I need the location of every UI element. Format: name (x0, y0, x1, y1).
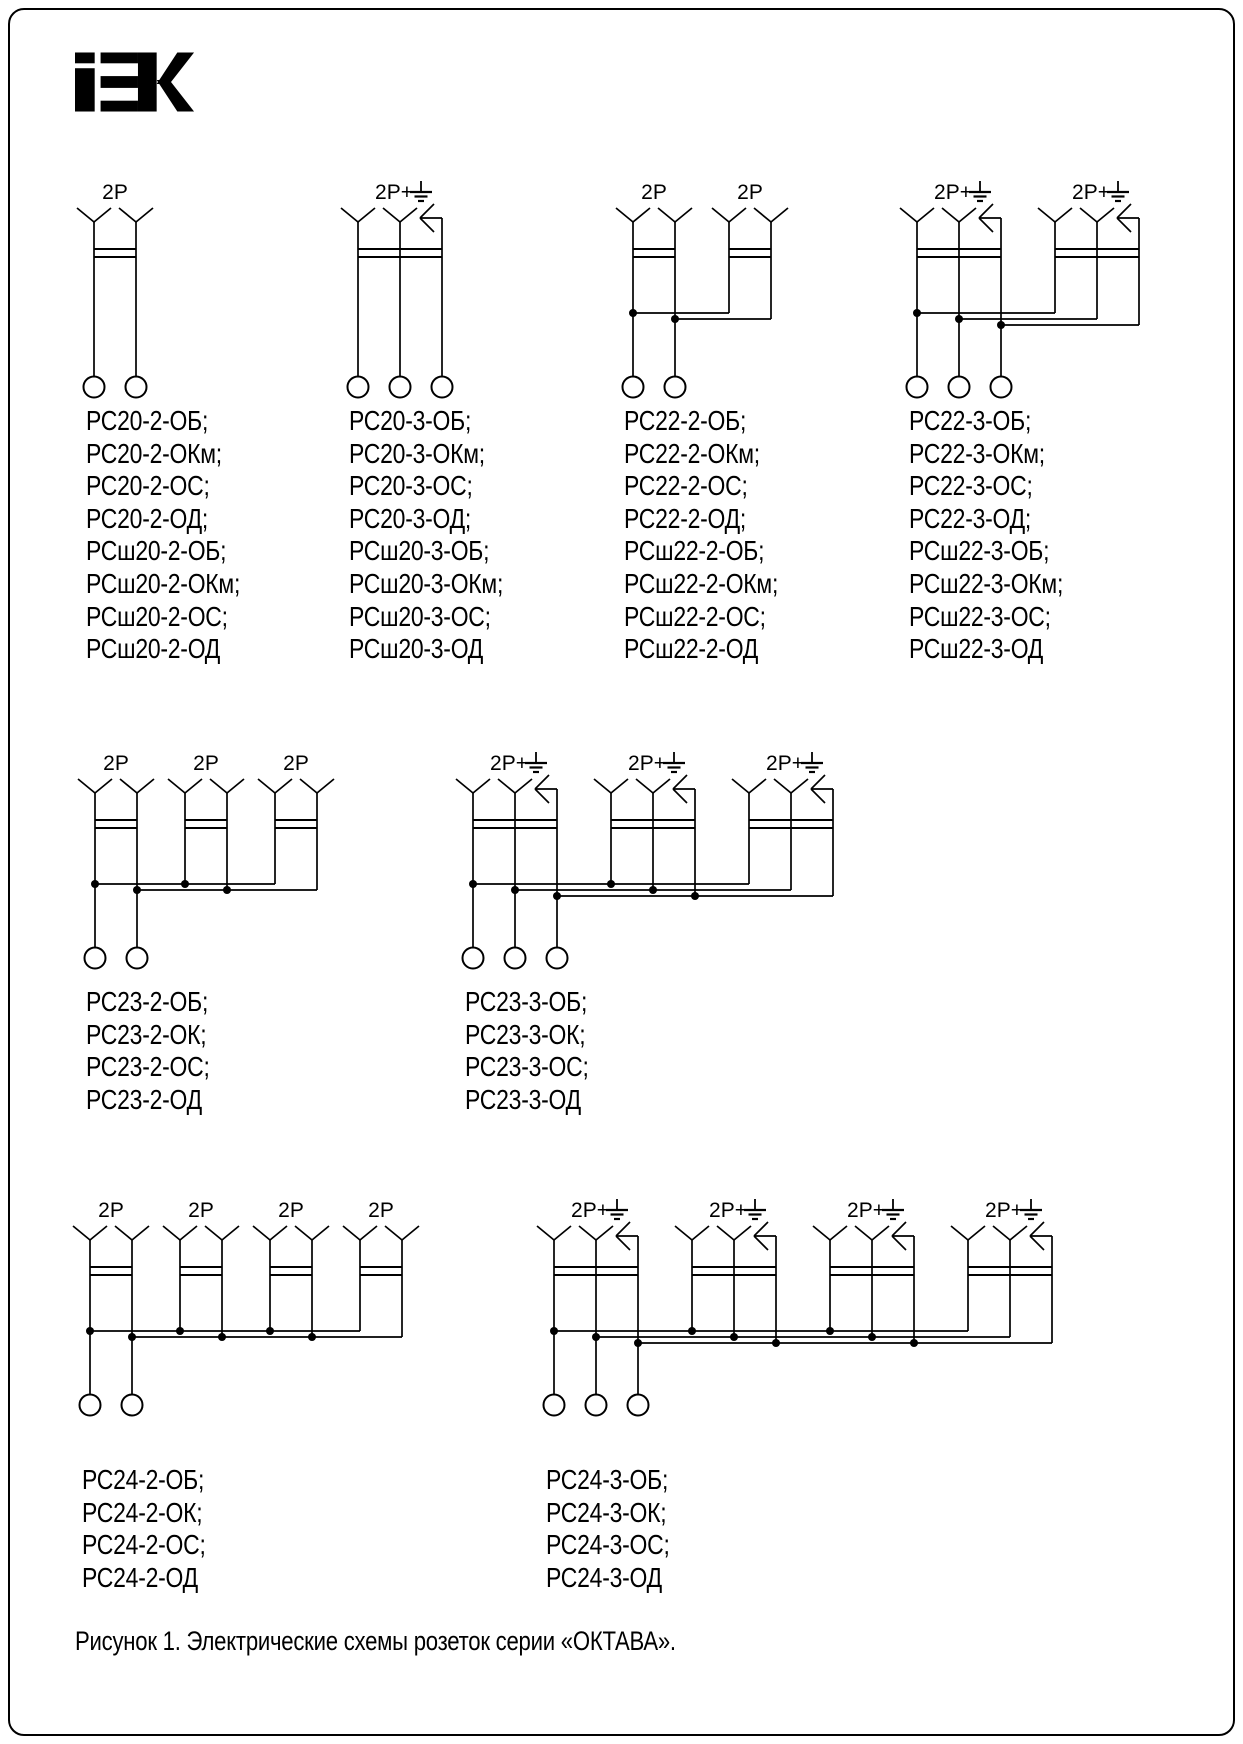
model-code: РСш22-3-ОБ; (909, 535, 1050, 567)
model-code: РСш22-3-ОС; (909, 600, 1051, 632)
model-code: РС24-3-ОС; (546, 1529, 670, 1561)
terminal (628, 1395, 649, 1416)
model-code: РСш22-3-ОКм; (909, 567, 1064, 599)
pole-label: 2P+ (490, 752, 528, 775)
model-code: РСш22-2-ОД (624, 633, 759, 665)
model-code: РС22-3-ОБ; (909, 405, 1032, 436)
model-code: РС22-3-ОС; (909, 470, 1033, 502)
pole-label: 2P (188, 1199, 214, 1222)
model-code: РС20-3-ОБ; (349, 405, 472, 436)
model-code: РС20-2-ОД; (86, 502, 209, 534)
model-code: РСш20-3-ОС; (349, 600, 491, 632)
terminal (991, 377, 1012, 398)
model-code: РС24-2-ОК; (82, 1496, 203, 1528)
schematic-3x2p (65, 750, 353, 976)
schematic-2x2p (603, 179, 807, 405)
model-list-rs22-3 (909, 405, 1063, 666)
model-code: РСш20-3-ОД (349, 633, 484, 665)
model-code: РСш20-3-ОБ; (349, 535, 490, 567)
model-code: РСш22-3-ОД (909, 633, 1044, 665)
terminal (126, 377, 147, 398)
terminal (432, 377, 453, 398)
model-code: РС22-3-ОКм; (909, 437, 1045, 469)
model-list-rs24-3 (546, 1464, 670, 1594)
pole-label: 2P (368, 1199, 394, 1222)
model-list-rs20-3 (349, 405, 503, 666)
pole-label: 2P+ (571, 1199, 609, 1222)
terminal (390, 377, 411, 398)
pole-label: 2P (278, 1199, 304, 1222)
model-code: РСш20-2-ОБ; (86, 535, 227, 567)
pole-label: 2P+ (934, 181, 972, 204)
pole-label: 2P+ (766, 752, 804, 775)
model-code: РС23-3-ОБ; (465, 986, 588, 1017)
model-code: РС20-3-ОКм; (349, 437, 485, 469)
model-code: РСш20-2-ОКм; (86, 567, 241, 599)
figure-caption (75, 1626, 808, 1657)
terminal (623, 377, 644, 398)
model-code: РС24-2-ОБ; (82, 1464, 205, 1495)
model-list-rs23-2 (86, 986, 210, 1116)
schematic-4x2p-earth (524, 1197, 1088, 1423)
schematic-1x2p (64, 179, 172, 405)
model-code: РС22-2-ОС; (624, 470, 748, 502)
terminal (665, 377, 686, 398)
logo-e-bar (101, 52, 138, 63)
terminal (505, 948, 526, 969)
model-code: РС22-2-ОБ; (624, 405, 747, 436)
model-code: РС23-2-ОС; (86, 1051, 210, 1083)
model-code: РС23-2-ОД (86, 1083, 202, 1115)
model-code: РС23-3-ОС; (465, 1051, 589, 1083)
iek-logo (75, 52, 197, 112)
logo-k-arm (157, 52, 194, 83)
model-code: РС22-2-ОКм; (624, 437, 760, 469)
model-code: РС20-2-ОБ; (86, 405, 209, 436)
model-code: РС24-3-ОК; (546, 1496, 667, 1528)
pole-label: 2P+ (375, 181, 413, 204)
terminal (127, 948, 148, 969)
logo-i-dot (75, 52, 95, 63)
model-code: РСш22-2-ОБ; (624, 535, 765, 567)
terminal (80, 1395, 101, 1416)
pole-label: 2P (641, 181, 667, 204)
logo-i-stem (75, 68, 95, 111)
schematic-4x2p (60, 1197, 438, 1423)
terminal (586, 1395, 607, 1416)
schematic-3x2p-earth (443, 750, 869, 976)
model-code: РС22-2-ОД; (624, 502, 747, 534)
figure-caption-text: Рисунок 1. Электрические схемы розеток серии «ОКТАВА». (75, 1626, 676, 1656)
model-code: РС23-3-ОД (465, 1083, 581, 1115)
pole-label: 2P+ (847, 1199, 885, 1222)
pole-label: 2P+ (1072, 181, 1110, 204)
pole-label: 2P (283, 752, 309, 775)
schematic-1x2p-earth (328, 179, 478, 405)
model-code: РСш20-3-ОКм; (349, 567, 504, 599)
model-code: РС20-3-ОД; (349, 502, 472, 534)
logo-e-bar (101, 76, 138, 88)
model-code: РС24-2-ОС; (82, 1529, 206, 1561)
terminal (85, 948, 106, 969)
model-code: РС20-2-ОС; (86, 470, 210, 502)
terminal (122, 1395, 143, 1416)
pole-label: 2P (103, 752, 129, 775)
terminal (949, 377, 970, 398)
logo-e-bar (101, 101, 138, 112)
logo-k-arm (157, 80, 194, 111)
model-list-rs24-2 (82, 1464, 206, 1594)
model-code: РС23-2-ОК; (86, 1018, 207, 1050)
model-list-rs23-3 (465, 986, 589, 1116)
model-list-rs20-2 (86, 405, 240, 666)
model-code: РС23-2-ОБ; (86, 986, 209, 1017)
model-code: РС22-3-ОД; (909, 502, 1032, 534)
pole-label: 2P (737, 181, 763, 204)
pole-label: 2P (102, 181, 128, 204)
model-code: РС24-2-ОД (82, 1561, 198, 1593)
terminal (84, 377, 105, 398)
pole-label: 2P (193, 752, 219, 775)
model-code: РС20-2-ОКм; (86, 437, 222, 469)
pole-label: 2P+ (985, 1199, 1023, 1222)
model-code: РСш22-2-ОКм; (624, 567, 779, 599)
pole-label: 2P (98, 1199, 124, 1222)
model-code: РСш20-2-ОС; (86, 600, 228, 632)
pole-label: 2P+ (709, 1199, 747, 1222)
logo-k-stem (138, 52, 157, 111)
model-code: РС23-3-ОК; (465, 1018, 586, 1050)
model-list-rs22-2 (624, 405, 778, 666)
model-code: РСш22-2-ОС; (624, 600, 766, 632)
model-code: РС20-3-ОС; (349, 470, 473, 502)
terminal (348, 377, 369, 398)
terminal (463, 948, 484, 969)
pole-label: 2P+ (628, 752, 666, 775)
schematic-2x2p-earth (887, 179, 1175, 405)
model-code: РС24-3-ОБ; (546, 1464, 669, 1495)
terminal (547, 948, 568, 969)
terminal (907, 377, 928, 398)
terminal (544, 1395, 565, 1416)
model-code: РС24-3-ОД (546, 1561, 662, 1593)
model-code: РСш20-2-ОД (86, 633, 221, 665)
